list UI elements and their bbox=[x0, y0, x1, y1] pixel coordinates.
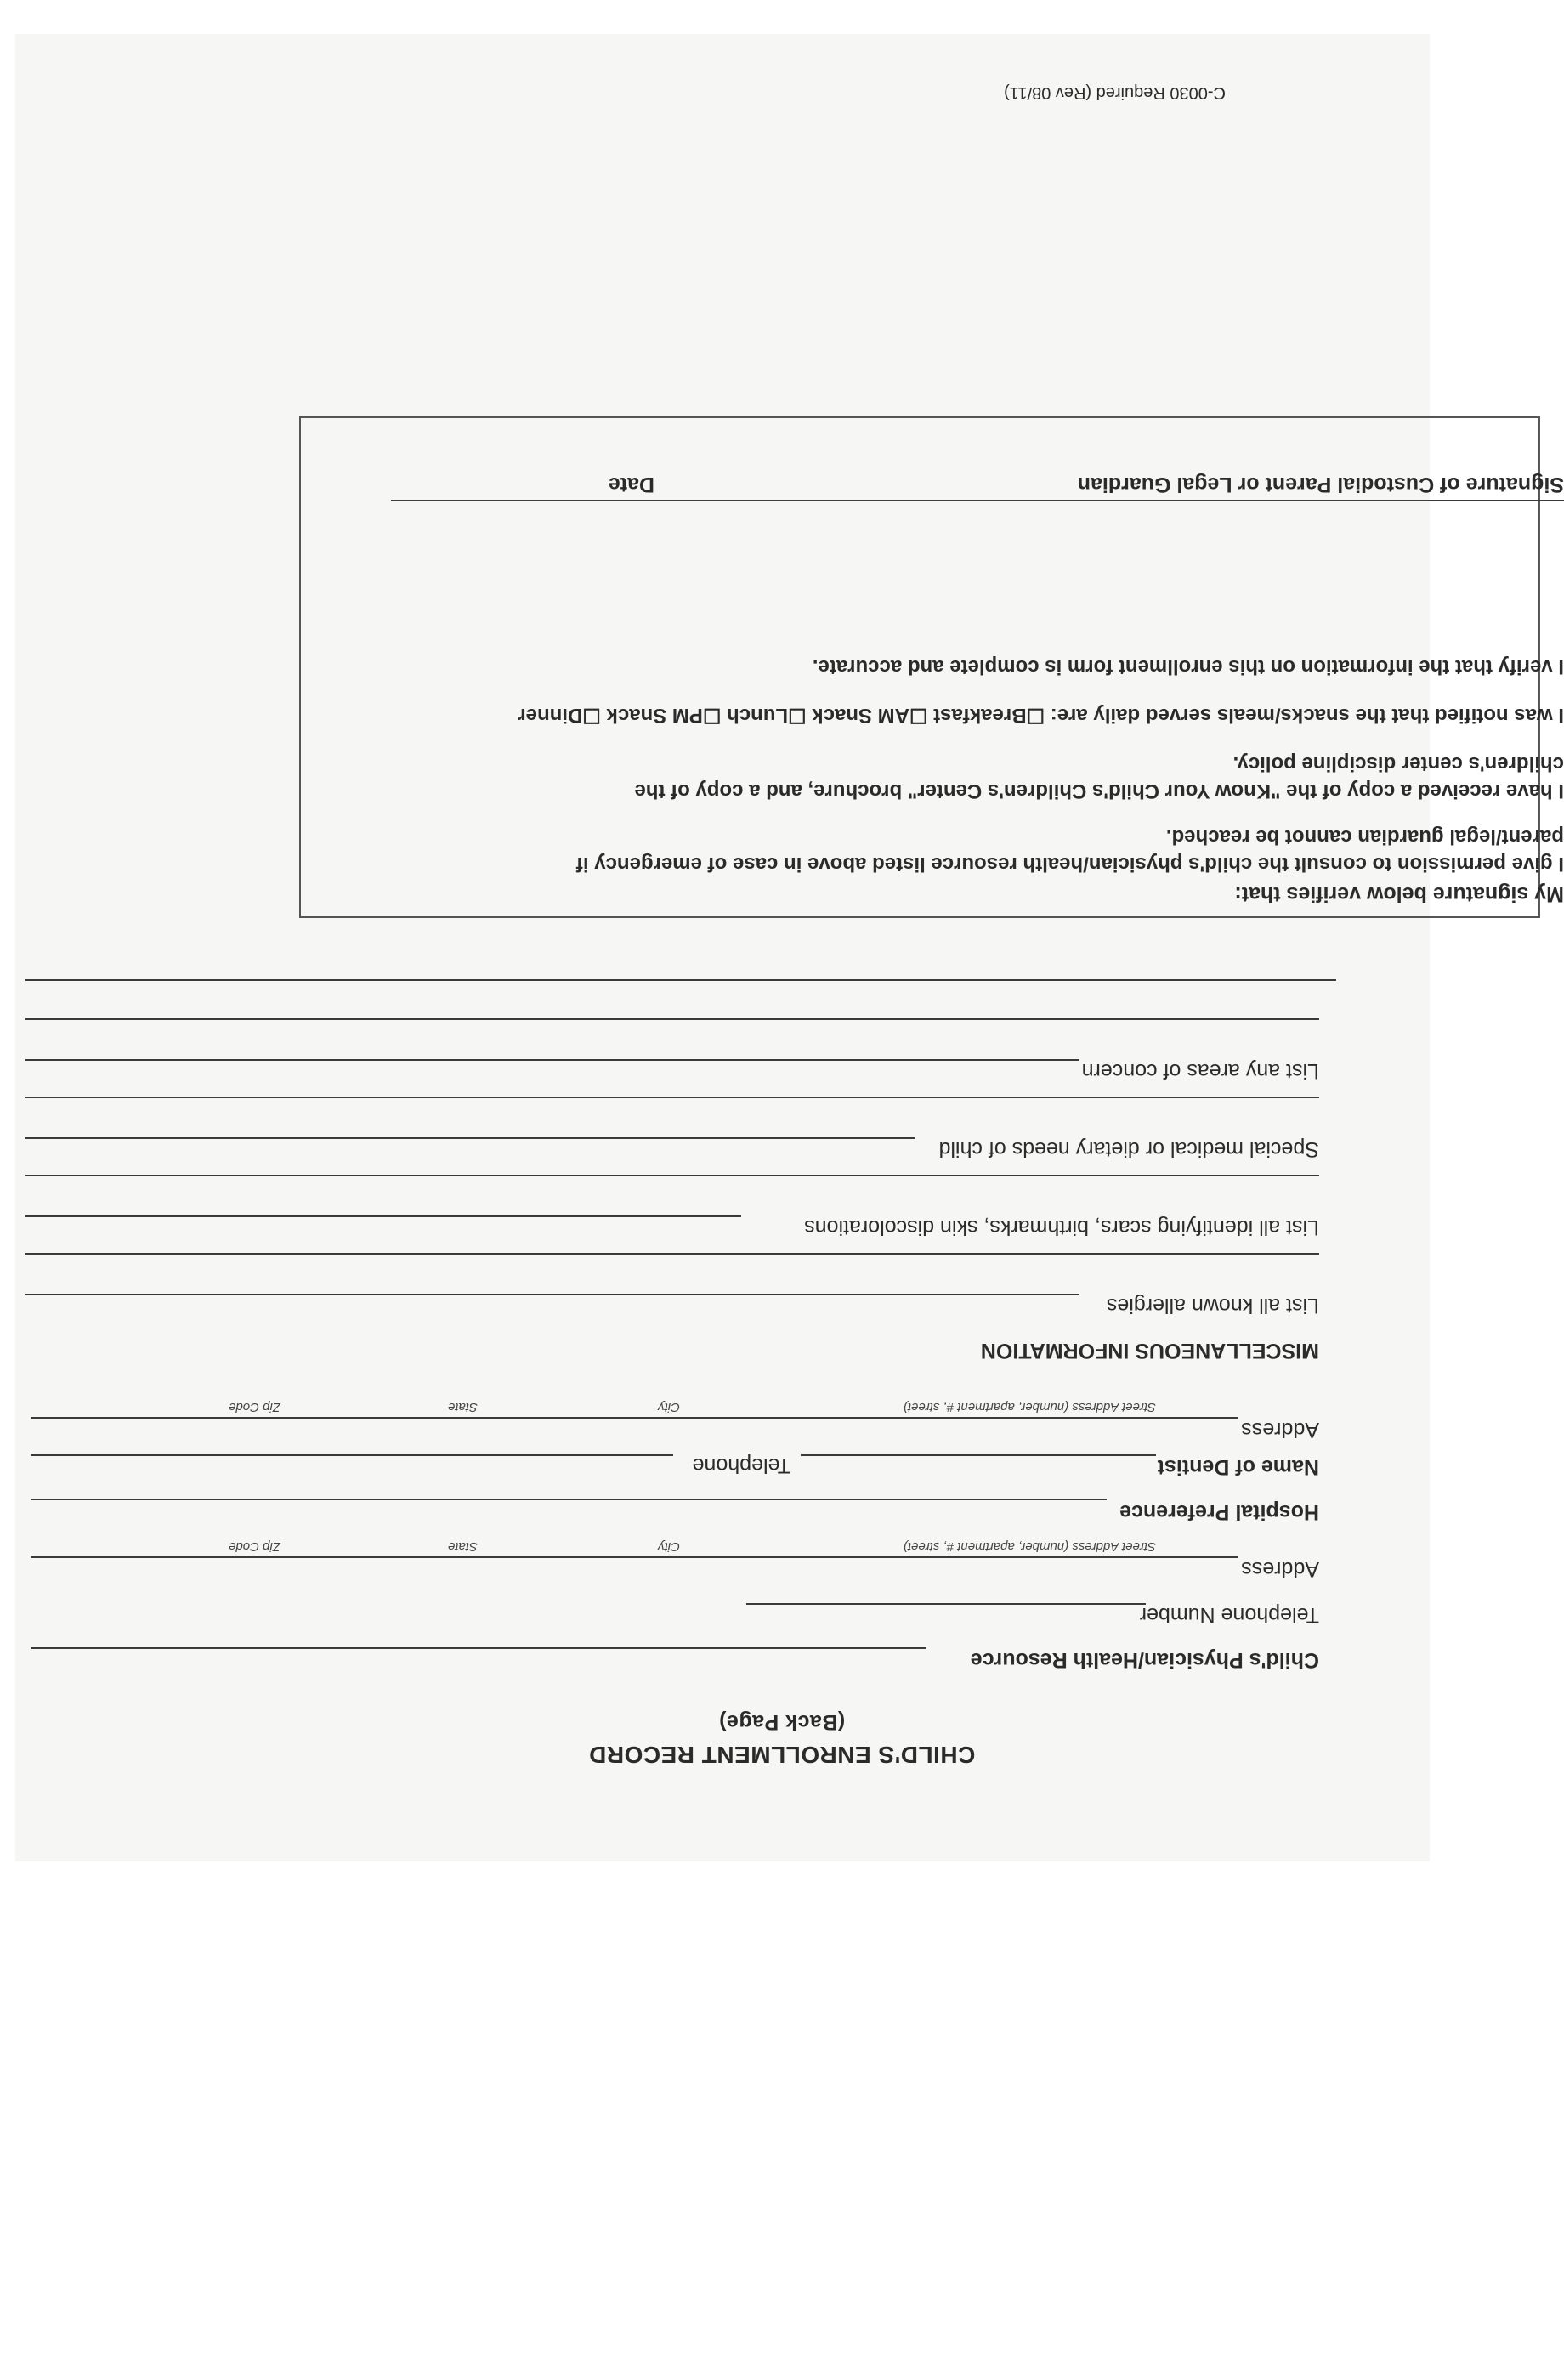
dentist-label: Name of Dentist bbox=[1157, 1455, 1319, 1479]
dentist-address-field[interactable] bbox=[31, 1417, 1238, 1419]
dentist-zip-sublabel: Zip Code bbox=[229, 1400, 280, 1414]
consent-line-1: I give permission to consult the child's physician/health resource listed above in case of emergency if bbox=[575, 853, 1564, 876]
scars-label: List all identifying scars, birthmarks, skin discolorations bbox=[804, 1216, 1319, 1239]
signature-label: Signature of Custodial Parent or Legal Guardian bbox=[1077, 473, 1564, 496]
scanned-page bbox=[15, 34, 1564, 1862]
verification-box bbox=[299, 416, 1564, 918]
meals-line[interactable]: I was notified that the snacks/meals served daily are: ☐Breakfast ☐AM Snack ☐Lunch ☐PM Snack ☐Dinner bbox=[518, 704, 1564, 727]
dentist-telephone-label: Telephone bbox=[692, 1454, 790, 1477]
scars-field-2[interactable] bbox=[26, 1175, 1319, 1176]
physician-zip-sublabel: Zip Code bbox=[229, 1539, 280, 1554]
dentist-street-sublabel: Street Address (number, apartment #, street) bbox=[903, 1400, 1156, 1414]
concern-field-2[interactable] bbox=[26, 1018, 1319, 1020]
verification-heading: My signature below verifies that: bbox=[1234, 882, 1564, 906]
page-title: CHILD'S ENROLLMENT RECORD bbox=[588, 1742, 976, 1768]
page-subtitle: (Back Page) bbox=[718, 1710, 846, 1734]
verify-line: I verify that the information on this enrollment form is complete and accurate. bbox=[812, 655, 1564, 678]
medical-field-2[interactable] bbox=[26, 1096, 1319, 1098]
physician-telephone-field[interactable] bbox=[746, 1603, 1146, 1605]
dentist-address-label: Address bbox=[1241, 1418, 1319, 1442]
misc-heading: MISCELLANEOUS INFORMATION bbox=[980, 1339, 1319, 1363]
rotated-sheet bbox=[15, 34, 1564, 1862]
physician-city-sublabel: City bbox=[658, 1539, 680, 1554]
dentist-telephone-field[interactable] bbox=[31, 1454, 673, 1456]
physician-state-sublabel: State bbox=[447, 1539, 478, 1554]
hospital-field[interactable] bbox=[31, 1499, 1107, 1500]
allergies-field-2[interactable] bbox=[26, 1253, 1319, 1255]
brochure-line-1: I have received a copy of the "Know Your Child's Children's Center" brochure, and a copy of the bbox=[634, 779, 1564, 802]
physician-telephone-label: Telephone Number bbox=[1139, 1603, 1319, 1627]
scars-field[interactable] bbox=[26, 1216, 741, 1217]
physician-street-sublabel: Street Address (number, apartment #, street) bbox=[903, 1539, 1156, 1554]
signature-line[interactable] bbox=[391, 500, 1564, 502]
date-label: Date bbox=[608, 473, 654, 496]
concern-label: List any areas of concern bbox=[1081, 1059, 1319, 1083]
physician-address-label: Address bbox=[1241, 1557, 1319, 1581]
medical-label: Special medical or dietary needs of child bbox=[938, 1137, 1319, 1161]
allergies-label: List all known allergies bbox=[1106, 1294, 1319, 1318]
form-id: C-0030 Required (Rev 08/11) bbox=[1004, 83, 1226, 102]
consent-line-2: parent/legal guardian cannot be reached. bbox=[1165, 825, 1564, 848]
allergies-field[interactable] bbox=[26, 1294, 1080, 1295]
physician-label: Child's Physician/Health Resource bbox=[970, 1648, 1319, 1672]
medical-field[interactable] bbox=[26, 1137, 915, 1139]
physician-name-field[interactable] bbox=[31, 1647, 926, 1649]
dentist-name-field[interactable] bbox=[801, 1454, 1156, 1456]
concern-field[interactable] bbox=[26, 1059, 1080, 1061]
dentist-city-sublabel: City bbox=[658, 1400, 680, 1414]
hospital-label: Hospital Preference bbox=[1119, 1500, 1319, 1524]
brochure-line-2: children's center discipline policy. bbox=[1232, 752, 1564, 775]
dentist-state-sublabel: State bbox=[447, 1400, 478, 1414]
concern-field-3[interactable] bbox=[26, 979, 1336, 981]
physician-address-field[interactable] bbox=[31, 1556, 1238, 1558]
